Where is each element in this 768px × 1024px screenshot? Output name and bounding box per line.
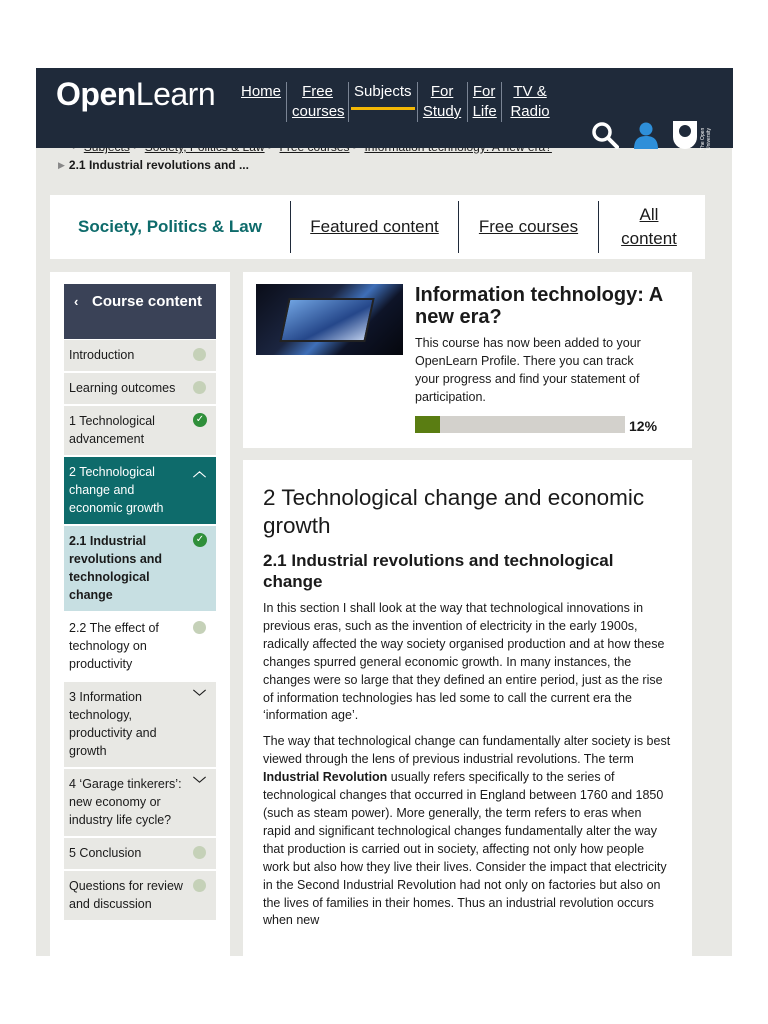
course-content-toggle[interactable] <box>64 284 216 339</box>
subnav-all-content[interactable]: All content <box>621 205 677 248</box>
not-started-icon <box>193 846 206 859</box>
nav-for-life[interactable]: For Life <box>467 82 501 122</box>
sidebar-item-questions[interactable]: Questions for review and discussion <box>64 871 216 920</box>
header-icons <box>591 120 715 150</box>
paragraph-1: In this section I shall look at the way that technological innovations in previous eras, such as the invention of electricity in the early 1900s, radically affected the way society organised production and at how these changes spurred general economic growth. In many instances, the changes were so large that they defined an entire period, just as the rise of information technologies has led some to call the current era the ‘information age’. <box>263 601 665 723</box>
sidebar-item-conclusion[interactable]: 5 Conclusion <box>64 838 216 869</box>
ou-shield-icon <box>673 121 697 149</box>
subject-subnav <box>50 195 705 259</box>
chevron-down-icon[interactable]: ﹀ <box>192 689 206 704</box>
course-thumbnail-image <box>256 284 403 355</box>
term-industrial-revolution: Industrial Revolution <box>263 770 388 785</box>
not-started-icon <box>193 879 206 892</box>
main-content <box>243 460 692 956</box>
nav-home[interactable]: Home <box>241 83 282 100</box>
course-title: Information technology: A new era? <box>415 284 663 328</box>
site-header <box>36 68 733 148</box>
nav-tv-radio[interactable]: TV & Radio <box>501 82 559 122</box>
sidebar-item-learning-outcomes[interactable]: Learning outcomes <box>64 373 216 404</box>
open-university-logo[interactable] <box>673 120 715 150</box>
progress-fill <box>415 416 440 433</box>
subnav-featured-content[interactable]: Featured content <box>310 217 439 236</box>
not-started-icon <box>193 621 206 634</box>
subsection-heading: 2.1 Industrial revolutions and technological change <box>263 551 614 591</box>
sidebar-item-introduction[interactable]: Introduction <box>64 340 216 371</box>
subnav-current-subject[interactable]: Society, Politics & Law <box>78 217 262 236</box>
sidebar-item-section-3[interactable]: 3 Information technology, productivity and growth ﹀ <box>64 682 216 767</box>
sidebar-item-section-2[interactable]: 2 Technological change and economic growth ︿ <box>64 457 216 524</box>
paragraph-2: The way that technological change can fundamentally alter society is best viewed through the lens of previous industrial revolutions. The term Industrial Revolution usually refers specifically to the series of technological changes that occurred in England between 1760 and 1850 (such as steam power). More generally, the term refers to eras when rapid and significant technological changes fundamentally alter the way that production is carried out in society, affecting not only how people work but also how they live their lives. Consider the impact that electricity in the Second Industrial Revolution had not only on factories but also on the lives of families in their homes. Thus an industrial revolution occurs when new <box>263 734 671 928</box>
sidebar-item-section-2-1[interactable]: 2.1 Industrial revolutions and technological change ✓ <box>64 526 216 611</box>
nav-subjects[interactable]: Subjects <box>348 82 417 122</box>
course-added-message: This course has now been added to your OpenLearn Profile. There you can track your progress and find your statement of participation. <box>415 336 641 404</box>
chevron-up-icon[interactable]: ︿ <box>192 464 206 479</box>
search-icon[interactable] <box>591 121 619 149</box>
sidebar-item-section-4[interactable]: 4 ‘Garage tinkerers’: new economy or industry life cycle? ﹀ <box>64 769 216 836</box>
sidebar-item-section-2-2[interactable]: 2.2 The effect of technology on productivity <box>64 613 216 680</box>
ou-logo-text: The Open University <box>700 127 712 150</box>
completed-check-icon: ✓ <box>193 413 207 427</box>
tablet-image <box>279 298 374 342</box>
completed-check-icon: ✓ <box>193 533 207 547</box>
course-content-heading: Course content <box>92 293 203 310</box>
subnav-free-courses[interactable]: Free courses <box>478 217 579 236</box>
nav-free-courses[interactable]: Free courses <box>286 82 348 122</box>
not-started-icon <box>193 348 206 361</box>
progress-percent: 12% <box>629 418 658 434</box>
course-progress-bar <box>415 416 625 433</box>
section-heading: 2 Technological change and economic growth <box>263 485 645 538</box>
user-profile-icon[interactable] <box>633 121 659 149</box>
chevron-left-icon: ‹ <box>74 294 79 309</box>
course-sidebar <box>50 272 230 956</box>
breadcrumb-current: 2.1 Industrial revolutions and ... <box>68 158 249 172</box>
sidebar-item-section-1[interactable]: 1 Technological advancement ✓ <box>64 406 216 455</box>
nav-for-study[interactable]: For Study <box>417 82 467 122</box>
course-content-list <box>64 340 216 922</box>
course-info-card <box>243 272 692 448</box>
main-nav <box>238 82 559 122</box>
chevron-down-icon[interactable]: ﹀ <box>192 776 206 791</box>
not-started-icon <box>193 381 206 394</box>
chevron-right-icon: ▶ <box>58 159 65 170</box>
openlearn-logo[interactable]: OpenLearn <box>56 76 216 112</box>
